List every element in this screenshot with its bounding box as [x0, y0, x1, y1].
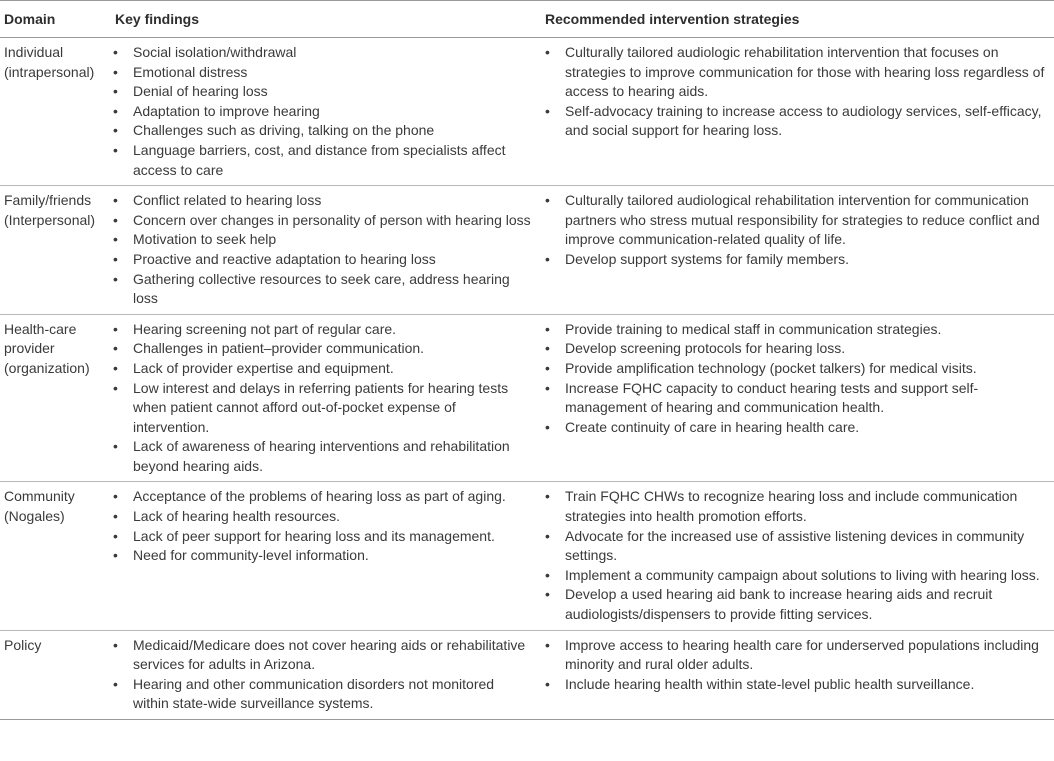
bullet-icon: • — [545, 636, 550, 653]
strategy-text: Culturally tailored audiological rehabilitation intervention for communication partners who stress mutual responsibility for strategies to reduce conflict and improve communication-related quality of life. — [565, 192, 1040, 248]
strategy-item — [533, 102, 1046, 141]
finding-text: Conflict related to hearing loss — [133, 192, 322, 209]
finding-item — [101, 507, 542, 527]
bullet-icon: • — [113, 231, 118, 248]
header-row — [0, 1, 1054, 38]
strategy-text: Self-advocacy training to increase access to audiology services, self-efficacy, and social support for hearing loss. — [565, 102, 1042, 139]
strategy-text: Include hearing health within state-level public health surveillance. — [565, 675, 975, 692]
strategy-item — [533, 566, 1046, 586]
finding-item — [101, 339, 542, 359]
strategy-item — [533, 250, 1046, 270]
findings-list — [101, 191, 542, 309]
bullet-icon: • — [113, 102, 118, 119]
bullet-icon: • — [545, 44, 550, 60]
finding-item — [101, 121, 542, 141]
findings-cell — [101, 482, 542, 630]
strategy-text: Develop screening protocols for hearing loss. — [565, 340, 846, 357]
finding-text: Concern over changes in personality of person with hearing loss — [133, 211, 531, 228]
finding-item — [101, 437, 542, 476]
strategies-list — [533, 43, 1054, 141]
table-row-policy — [0, 630, 1054, 719]
bullet-icon: • — [113, 122, 118, 139]
bullet-icon: • — [545, 379, 550, 396]
finding-item — [101, 141, 542, 180]
finding-item — [101, 211, 542, 231]
strategy-text: Develop support systems for family members. — [565, 250, 849, 267]
finding-item — [101, 82, 542, 102]
finding-text: Challenges in patient–provider communication. — [133, 340, 425, 357]
bullet-icon: • — [545, 320, 550, 337]
bullet-icon: • — [113, 340, 118, 357]
strategy-text: Culturally tailored audiologic rehabilitation intervention that focuses on strategies to improve communication for those with hearing loss regardless of access to hearing aids. — [565, 44, 1045, 100]
finding-item — [101, 359, 542, 379]
domain-label-line: (organization) — [4, 359, 90, 376]
finding-item — [101, 102, 542, 122]
domain-label-line: Health-care — [4, 320, 77, 337]
domain-label-line: (Nogales) — [4, 508, 65, 525]
strategy-item — [533, 191, 1046, 250]
bullet-icon: • — [113, 250, 118, 267]
bullet-icon: • — [545, 527, 550, 544]
strategies-list — [533, 320, 1054, 438]
table-row-community — [0, 482, 1054, 630]
finding-text: Medicaid/Medicare does not cover hearing aids or rehabilitative services for adults in Arizona. — [133, 636, 526, 673]
domain-label-line: (Interpersonal) — [4, 211, 96, 228]
finding-text: Low interest and delays in referring patients for hearing tests when patient cannot afford out-of-pocket expense of intervention. — [133, 379, 509, 435]
table-body — [0, 38, 1054, 720]
domain-label-line: Policy — [4, 636, 42, 653]
bullet-icon: • — [113, 379, 118, 396]
finding-text: Denial of hearing loss — [133, 83, 268, 100]
finding-item — [101, 379, 542, 438]
finding-item — [101, 43, 542, 63]
findings-cell — [101, 186, 542, 315]
header-strategies: Recommended intervention strategies — [545, 11, 800, 27]
strategies-cell — [542, 314, 1054, 482]
finding-text: Motivation to seek help — [133, 231, 277, 248]
findings-list — [101, 487, 542, 565]
finding-text: Need for community-level information. — [133, 547, 369, 564]
bullet-icon: • — [545, 102, 550, 119]
finding-item — [101, 675, 542, 714]
bullet-icon: • — [113, 211, 118, 228]
finding-text: Challenges such as driving, talking on the phone — [133, 122, 435, 139]
domain-label-line: provider — [4, 340, 55, 357]
bullet-icon: • — [113, 63, 118, 80]
strategy-item — [533, 527, 1046, 566]
strategies-cell — [542, 38, 1054, 186]
strategy-text: Increase FQHC capacity to conduct hearing tests and support self-management of hearing and communication health. — [565, 379, 979, 416]
findings-list — [101, 43, 542, 180]
strategy-text: Train FQHC CHWs to recognize hearing loss and include communication strategies into health promotion efforts. — [565, 488, 1018, 525]
strategy-item — [533, 43, 1046, 102]
finding-text: Acceptance of the problems of hearing loss as part of aging. — [133, 488, 506, 505]
header-domain: Domain — [4, 11, 56, 27]
strategies-list — [533, 636, 1054, 695]
finding-text: Lack of peer support for hearing loss and its management. — [133, 527, 495, 544]
finding-item — [101, 546, 542, 566]
bullet-icon: • — [545, 418, 550, 435]
findings-cell — [101, 314, 542, 482]
strategy-item — [533, 487, 1046, 526]
strategy-text: Advocate for the increased use of assistive listening devices in community settings. — [565, 527, 1025, 564]
bullet-icon: • — [113, 359, 118, 376]
strategy-item — [533, 359, 1046, 379]
bullet-icon: • — [113, 270, 118, 287]
domain-cell — [0, 314, 101, 482]
strategies-list — [533, 487, 1054, 624]
finding-text: Lack of awareness of hearing interventions and rehabilitation beyond hearing aids. — [133, 438, 510, 474]
strategy-text: Improve access to hearing health care for underserved populations including minority and rural older adults. — [565, 636, 1039, 673]
strategy-item — [533, 585, 1046, 624]
finding-item — [101, 250, 542, 270]
finding-text: Hearing screening not part of regular care. — [133, 320, 397, 337]
bullet-icon: • — [545, 675, 550, 692]
bullet-icon: • — [113, 527, 118, 544]
bullet-icon: • — [545, 340, 550, 357]
domain-label-line: Community — [4, 488, 75, 505]
strategy-text: Implement a community campaign about solutions to living with hearing loss. — [565, 566, 1040, 583]
findings-list — [101, 320, 542, 477]
domain-cell — [0, 630, 101, 719]
domain-label-line: Individual — [4, 44, 64, 60]
strategy-text: Provide amplification technology (pocket talkers) for medical visits. — [565, 359, 977, 376]
findings-list — [101, 636, 542, 714]
finding-text: Proactive and reactive adaptation to hearing loss — [133, 250, 436, 267]
bullet-icon: • — [545, 359, 550, 376]
strategies-cell — [542, 482, 1054, 630]
finding-text: Hearing and other communication disorders not monitored within state-wide surveillance systems. — [133, 675, 495, 712]
bullet-icon: • — [113, 675, 118, 692]
domain-label-line: Family/friends — [4, 192, 92, 209]
bullet-icon: • — [113, 83, 118, 100]
bullet-icon: • — [113, 488, 118, 505]
finding-text: Language barriers, cost, and distance from specialists affect access to care — [133, 141, 506, 178]
strategy-item — [533, 320, 1046, 340]
bullet-icon: • — [545, 250, 550, 267]
bullet-icon: • — [545, 488, 550, 505]
finding-text: Adaptation to improve hearing — [133, 102, 320, 119]
bullet-icon: • — [545, 192, 550, 209]
bullet-icon: • — [545, 586, 550, 603]
strategy-item — [533, 418, 1046, 438]
findings-cell — [101, 630, 542, 719]
domain-cell — [0, 38, 101, 186]
bullet-icon: • — [113, 320, 118, 337]
bullet-icon: • — [113, 508, 118, 525]
bullet-icon: • — [113, 44, 118, 60]
strategy-text: Create continuity of care in hearing health care. — [565, 418, 860, 435]
table-row-family-friends — [0, 186, 1054, 315]
strategy-item — [533, 339, 1046, 359]
finding-item — [101, 63, 542, 83]
findings-cell — [101, 38, 542, 186]
bullet-icon: • — [545, 566, 550, 583]
finding-item — [101, 191, 542, 211]
finding-item — [101, 527, 542, 547]
domain-cell — [0, 482, 101, 630]
strategy-text: Develop a used hearing aid bank to increase hearing aids and recruit audiologists/dispensers to provide fitting services. — [565, 586, 993, 623]
finding-text: Gathering collective resources to seek care, address hearing loss — [133, 270, 510, 307]
table-row-health-care — [0, 314, 1054, 482]
bullet-icon: • — [113, 141, 118, 158]
strategies-cell — [542, 630, 1054, 719]
finding-item — [101, 230, 542, 250]
bullet-icon: • — [113, 547, 118, 564]
bullet-icon: • — [113, 192, 118, 209]
finding-item — [101, 270, 542, 309]
strategies-cell — [542, 186, 1054, 315]
finding-text: Lack of hearing health resources. — [133, 508, 341, 525]
domain-cell — [0, 186, 101, 315]
bullet-icon: • — [113, 438, 118, 455]
finding-item — [101, 636, 542, 675]
header-key-findings: Key findings — [115, 11, 200, 27]
strategy-text: Provide training to medical staff in communication strategies. — [565, 320, 942, 337]
bullet-icon: • — [113, 636, 118, 653]
strategies-list — [533, 191, 1054, 269]
strategy-item — [533, 675, 1046, 695]
finding-text: Emotional distress — [133, 63, 248, 80]
finding-text: Lack of provider expertise and equipment. — [133, 359, 394, 376]
finding-item — [101, 487, 542, 507]
domain-label-line: (intrapersonal) — [4, 63, 95, 80]
finding-item — [101, 320, 542, 340]
strategy-item — [533, 379, 1046, 418]
table-row-individual — [0, 38, 1054, 186]
strategy-item — [533, 636, 1046, 675]
finding-text: Social isolation/withdrawal — [133, 44, 297, 60]
